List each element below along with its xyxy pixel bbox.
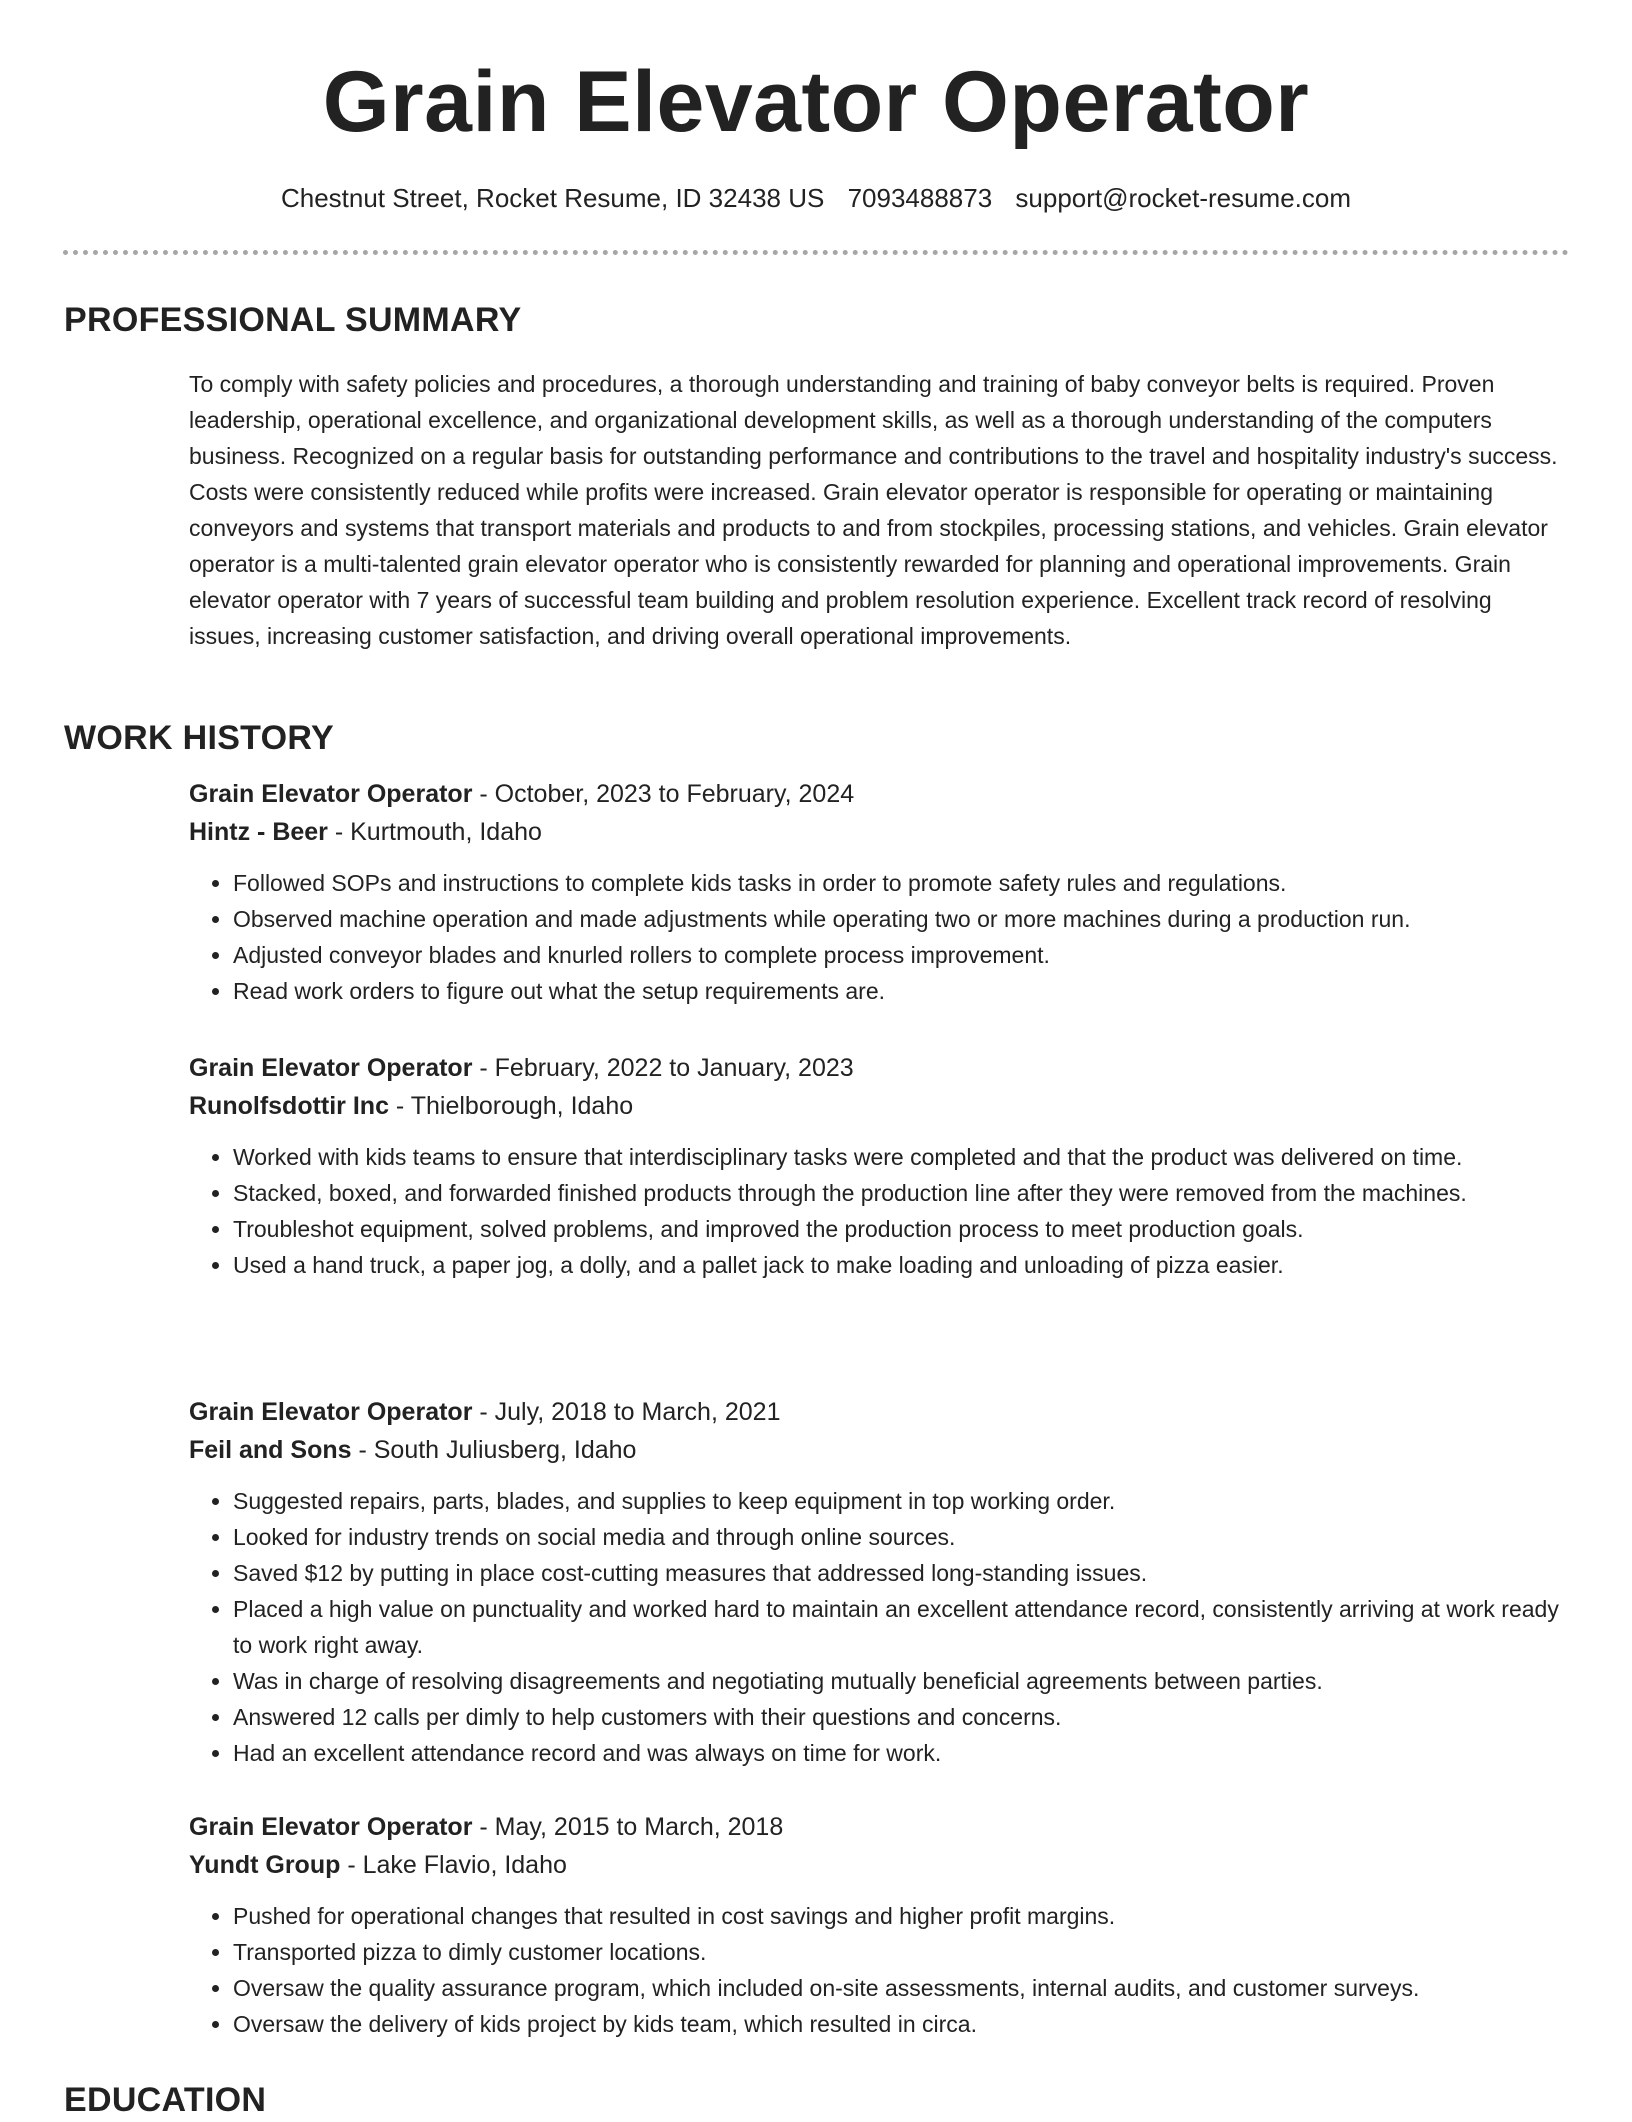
job-dates: May, 2015 to March, 2018 xyxy=(494,1813,784,1841)
job-company: Hintz - Beer xyxy=(189,818,328,846)
job-bullet: • Answered 12 calls per dimly to help customers with their questions and concerns. xyxy=(233,1699,1569,1735)
job-bullet: • Oversaw the quality assurance program, which included on-site assessments, internal audits, and customer surveys. xyxy=(233,1970,1569,2006)
job-separator: - xyxy=(472,780,495,808)
job-bullet: • Transported pizza to dimly customer locations. xyxy=(233,1934,1569,1970)
job-company-line xyxy=(189,1846,1569,1884)
job-company: Runolfsdottir Inc xyxy=(189,1092,389,1120)
job-bullet: • Saved $12 by putting in place cost-cutting measures that addressed long-standing issues. xyxy=(233,1555,1569,1591)
job-role: Grain Elevator Operator xyxy=(189,780,473,808)
job-company-line xyxy=(189,813,1569,851)
job-company-line xyxy=(189,1087,1569,1125)
job-role: Grain Elevator Operator xyxy=(189,1813,473,1841)
job-location: South Juliusberg, Idaho xyxy=(373,1436,637,1464)
job-company: Yundt Group xyxy=(189,1851,341,1879)
job-bullet: • Was in charge of resolving disagreements and negotiating mutually beneficial agreements between parties. xyxy=(233,1663,1569,1699)
job-role: Grain Elevator Operator xyxy=(189,1398,473,1426)
summary-text: To comply with safety policies and procedures, a thorough understanding and training of baby conveyor belts is required. Proven leadership, operational excellence, and organizational development skills, as well as a thorough understanding of the computers business. Recognized on a regular basis for outstanding performance and contributions to the travel and hospitality industry's success. Costs were consistently reduced while profits were increased. Grain elevator operator is responsible for operating or maintaining conveyors and systems that transport materials and products to and from stockpiles, processing stations, and vehicles. Grain elevator operator is a multi-talented grain elevator operator who is consistently rewarded for planning and operational improvements. Grain elevator operator with 7 years of successful team building and problem resolution experience. Excellent track record of resolving issues, increasing customer satisfaction, and driving overall operational improvements. xyxy=(189,371,1558,649)
resume-name: Grain Elevator Operator xyxy=(322,54,1310,150)
job-separator: - xyxy=(340,1851,363,1879)
job-bullet: • Looked for industry trends on social media and through online sources. xyxy=(233,1519,1569,1555)
job-entry xyxy=(189,775,1569,1009)
job-bullet: • Worked with kids teams to ensure that interdisciplinary tasks were completed and that the product was delivered on time. xyxy=(233,1139,1569,1175)
job-separator: - xyxy=(472,1813,495,1841)
job-bullet: • Had an excellent attendance record and was always on time for work. xyxy=(233,1735,1569,1771)
job-bullet: • Troubleshot equipment, solved problems, and improved the production process to meet production goals. xyxy=(233,1211,1569,1247)
job-dates: October, 2023 to February, 2024 xyxy=(494,780,855,808)
job-bullets xyxy=(189,1898,1569,2042)
job-separator: - xyxy=(327,818,351,846)
job-bullet: • Pushed for operational changes that resulted in cost savings and higher profit margins. xyxy=(233,1898,1569,1934)
job-title-line xyxy=(189,1808,1569,1846)
job-location: Lake Flavio, Idaho xyxy=(362,1851,567,1879)
job-separator: - xyxy=(472,1398,495,1426)
job-title-line xyxy=(189,1393,1569,1431)
job-dates: February, 2022 to January, 2023 xyxy=(494,1054,854,1082)
job-bullets xyxy=(189,1139,1569,1283)
job-bullet: • Adjusted conveyor blades and knurled rollers to complete process improvement. xyxy=(233,937,1569,973)
job-location: Thielborough, Idaho xyxy=(410,1092,634,1120)
contact-phone: 7093488873 xyxy=(847,183,993,213)
section-title-summary: PROFESSIONAL SUMMARY xyxy=(64,301,522,339)
contact-address: Chestnut Street, Rocket Resume, ID 32438 US xyxy=(280,183,825,213)
job-entry xyxy=(189,1049,1569,1283)
job-role: Grain Elevator Operator xyxy=(189,1054,473,1082)
job-bullet: • Observed machine operation and made adjustments while operating two or more machines during a production run. xyxy=(233,901,1569,937)
job-company: Feil and Sons xyxy=(189,1436,352,1464)
section-title-work-history: WORK HISTORY xyxy=(64,719,334,757)
job-entry xyxy=(189,1808,1569,2042)
job-bullets xyxy=(189,865,1569,1009)
job-separator: - xyxy=(388,1092,411,1120)
contact-line xyxy=(0,180,1632,216)
section-title-education: EDUCATION xyxy=(64,2081,267,2119)
job-bullet: • Read work orders to figure out what the setup requirements are. xyxy=(233,973,1569,1009)
job-bullet: • Oversaw the delivery of kids project by kids team, which resulted in circa. xyxy=(233,2006,1569,2042)
job-bullet: • Stacked, boxed, and forwarded finished products through the production line after they were removed from the machines. xyxy=(233,1175,1569,1211)
job-bullets xyxy=(189,1483,1569,1771)
job-title-line xyxy=(189,1049,1569,1087)
contact-email: support@rocket-resume.com xyxy=(1015,183,1352,213)
job-company-line xyxy=(189,1431,1569,1469)
job-separator: - xyxy=(351,1436,374,1464)
job-bullet: • Placed a high value on punctuality and worked hard to maintain an excellent attendance record, consistently arriving at work ready to work right away. xyxy=(233,1591,1569,1663)
header-divider xyxy=(63,250,1569,255)
job-bullet: • Used a hand truck, a paper jog, a dolly, and a pallet jack to make loading and unloading of pizza easier. xyxy=(233,1247,1569,1283)
job-title-line xyxy=(189,775,1569,813)
job-separator: - xyxy=(472,1054,495,1082)
job-bullet: • Followed SOPs and instructions to complete kids tasks in order to promote safety rules and regulations. xyxy=(233,865,1569,901)
job-location: Kurtmouth, Idaho xyxy=(350,818,542,846)
job-dates: July, 2018 to March, 2021 xyxy=(494,1398,781,1426)
job-bullet: • Suggested repairs, parts, blades, and supplies to keep equipment in top working order. xyxy=(233,1483,1569,1519)
job-entry xyxy=(189,1393,1569,1771)
